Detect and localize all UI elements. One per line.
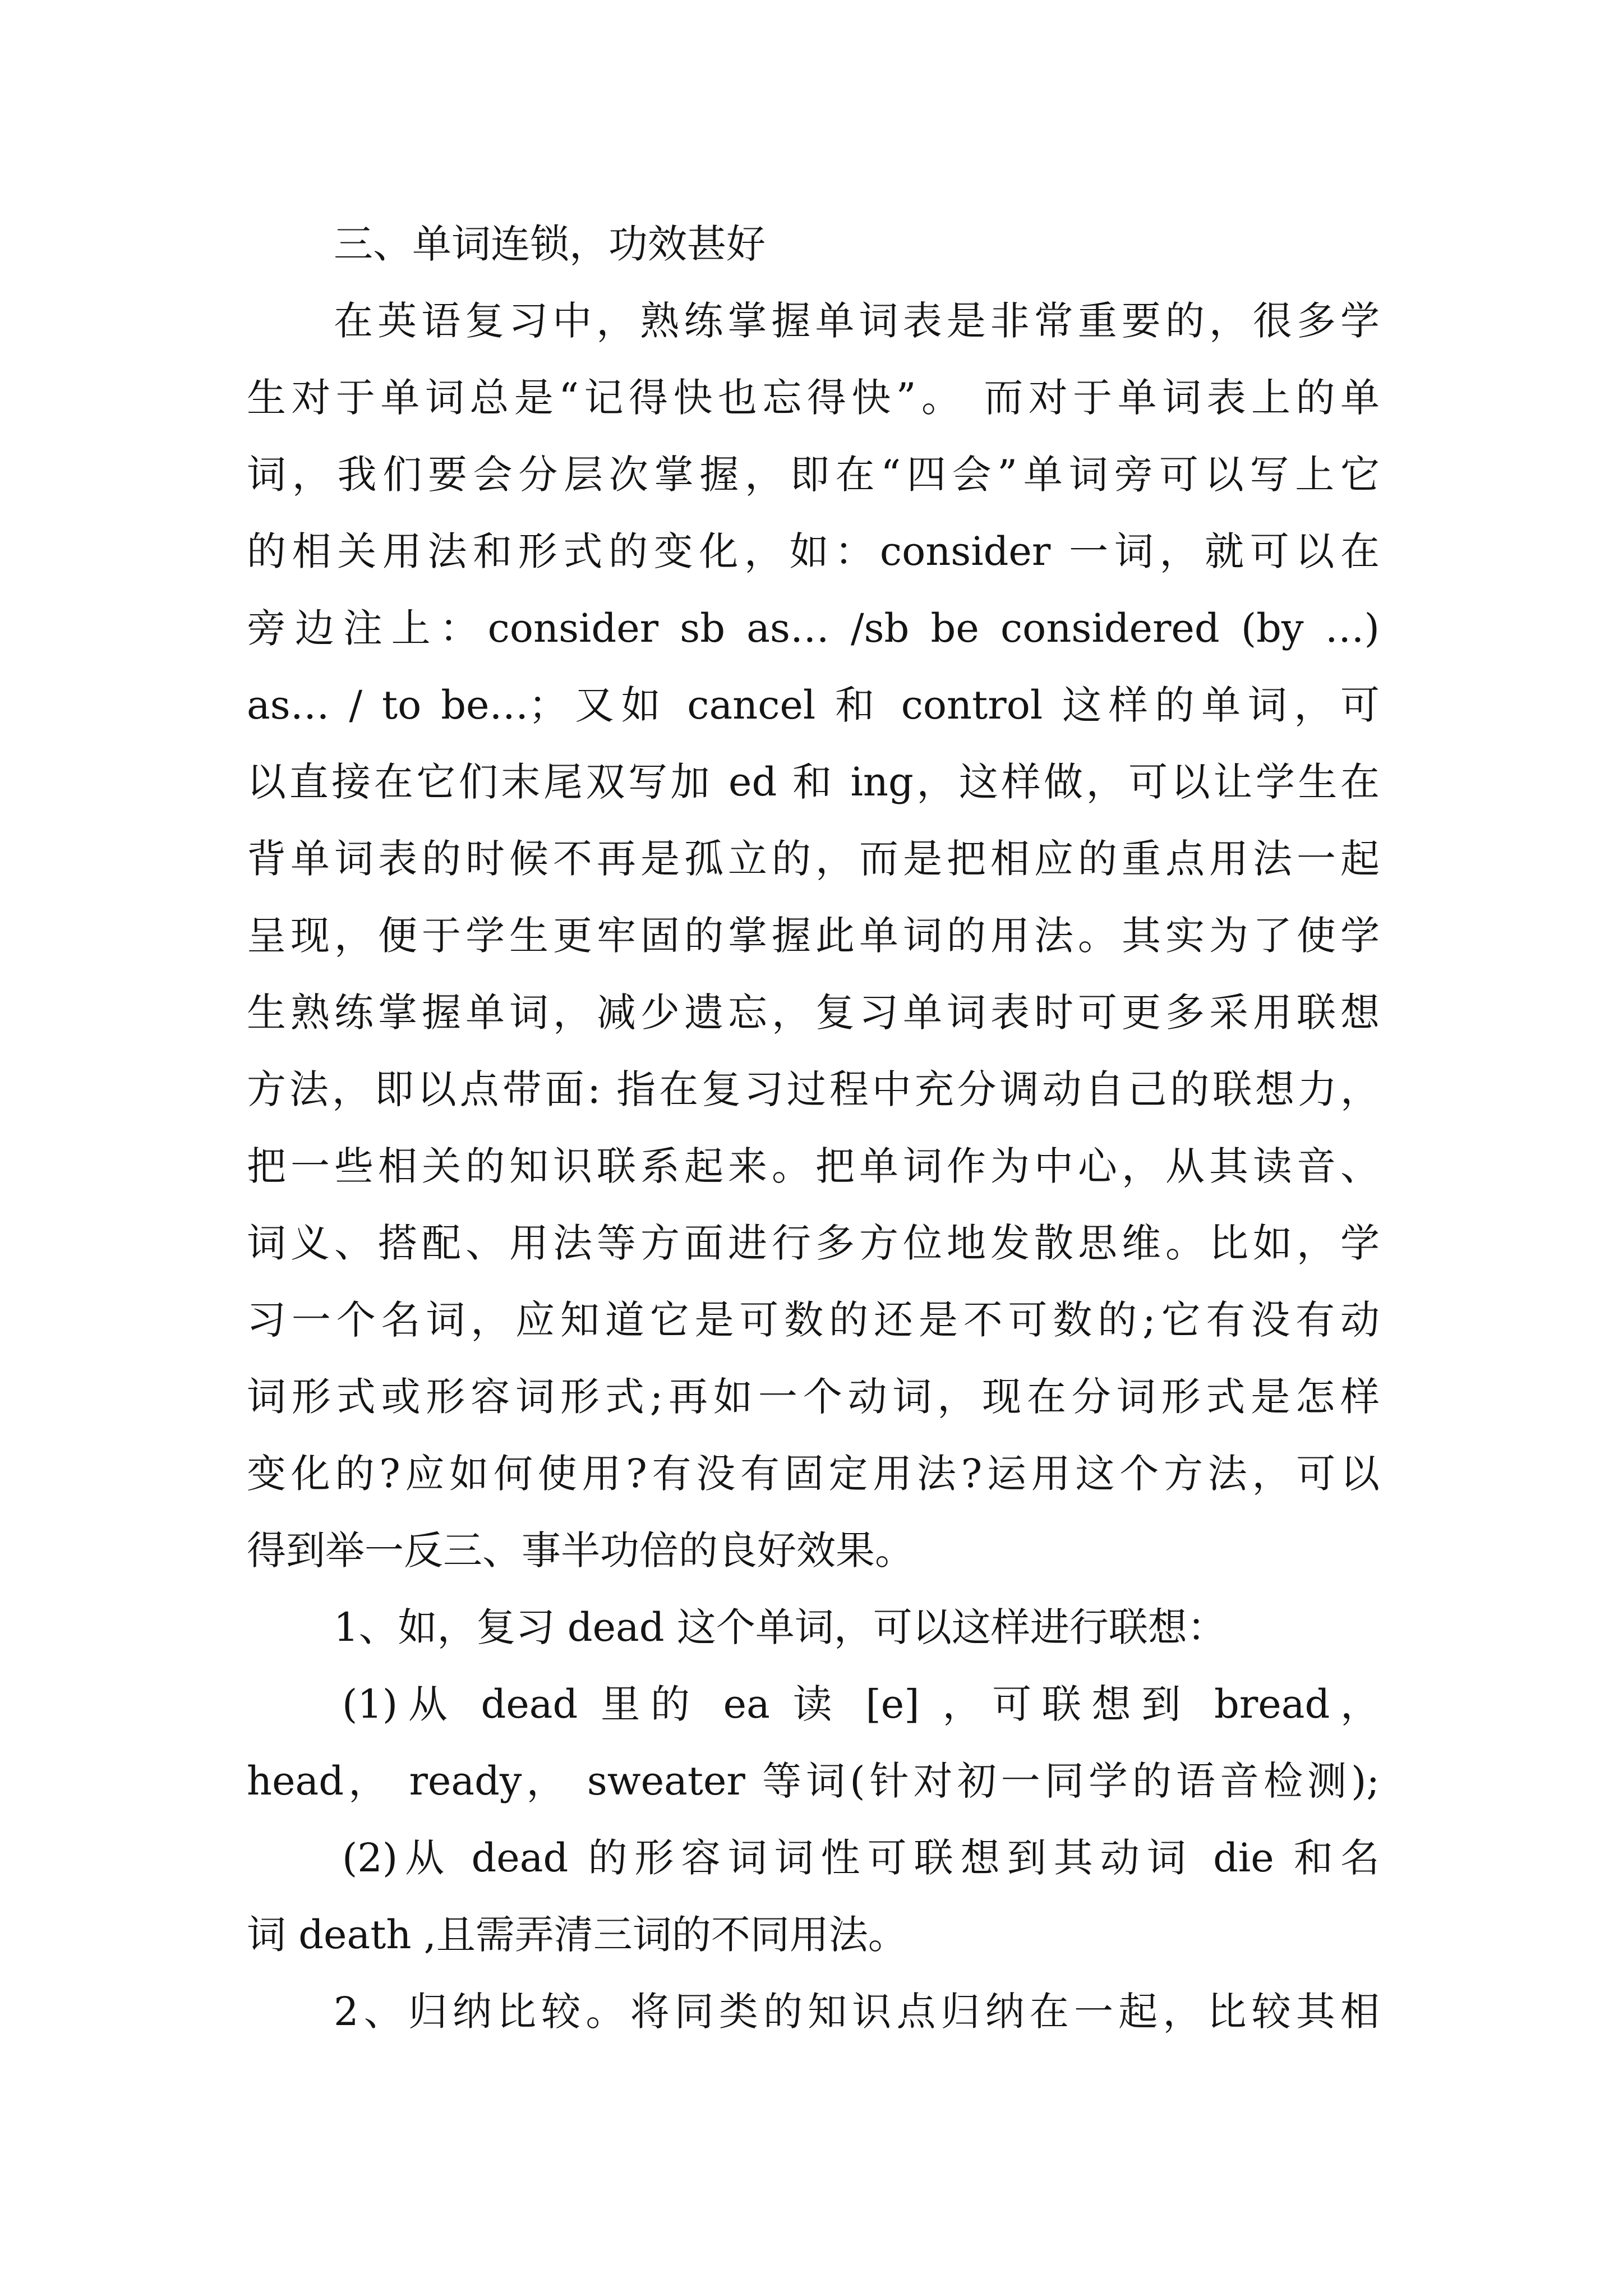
paragraph-line: 变化的?应如何使用?有没有固定用法?运用这个方法，可以 (247, 1451, 1380, 1497)
paragraph-line: 呈现，便于学生更牢固的掌握此单词的用法。其实为了使学 (247, 913, 1380, 959)
paragraph-line: 词 death ,且需弄清三词的不同用法。 (247, 1912, 907, 1958)
paragraph-line: (2)从 dead 的形容词词性可联想到其动词 die 和名 (342, 1835, 1380, 1881)
paragraph-line: 得到举一反三、事半功倍的良好效果。 (247, 1527, 914, 1573)
paragraph-line: 方法，即以点带面: 指在复习过程中充分调动自己的联想力， (247, 1066, 1380, 1112)
paragraph-line: 词，我们要会分层次掌握，即在“四会”单词旁可以写上它 (247, 452, 1380, 498)
paragraph-line: 以直接在它们末尾双写加 ed 和 ing，这样做，可以让学生在 (247, 759, 1380, 805)
paragraph-line: as… / to be…；又如 cancel 和 control 这样的单词，可 (247, 682, 1380, 728)
paragraph-line: 背单词表的时候不再是孤立的，而是把相应的重点用法一起 (247, 836, 1380, 882)
paragraph-line: 1、如，复习 dead 这个单词，可以这样进行联想： (334, 1604, 1227, 1650)
paragraph-line: 词形式或形容词形式;再如一个动词，现在分词形式是怎样 (247, 1374, 1380, 1420)
paragraph-line: 在英语复习中，熟练掌握单词表是非常重要的，很多学 (334, 298, 1380, 344)
paragraph-line: 习一个名词，应知道它是可数的还是不可数的;它有没有动 (247, 1297, 1380, 1343)
paragraph-line: 词义、搭配、用法等方面进行多方位地发散思维。比如，学 (247, 1220, 1380, 1266)
section-heading: 三、单词连锁，功效甚好 (334, 221, 766, 267)
paragraph-line: (1)从 dead 里的 ea 读 [e] ，可联想到 bread， (342, 1681, 1380, 1727)
paragraph-line: 生对于单词总是“记得快也忘得快”。 而对于单词表上的单 (247, 375, 1380, 421)
paragraph-line: 2、归纳比较。将同类的知识点归纳在一起，比较其相 (334, 1989, 1380, 2035)
paragraph-line: 把一些相关的知识联系起来。把单词作为中心，从其读音、 (247, 1143, 1380, 1189)
paragraph-line: head， ready， sweater 等词(针对初一同学的语音检测); (247, 1758, 1380, 1804)
paragraph-line: 生熟练掌握单词，减少遗忘，复习单词表时可更多采用联想 (247, 990, 1380, 1036)
paragraph-line: 旁边注上：consider sb as… /sb be considered (by …) (247, 605, 1380, 651)
paragraph-line: 的相关用法和形式的变化，如：consider 一词，就可以在 (247, 528, 1380, 574)
